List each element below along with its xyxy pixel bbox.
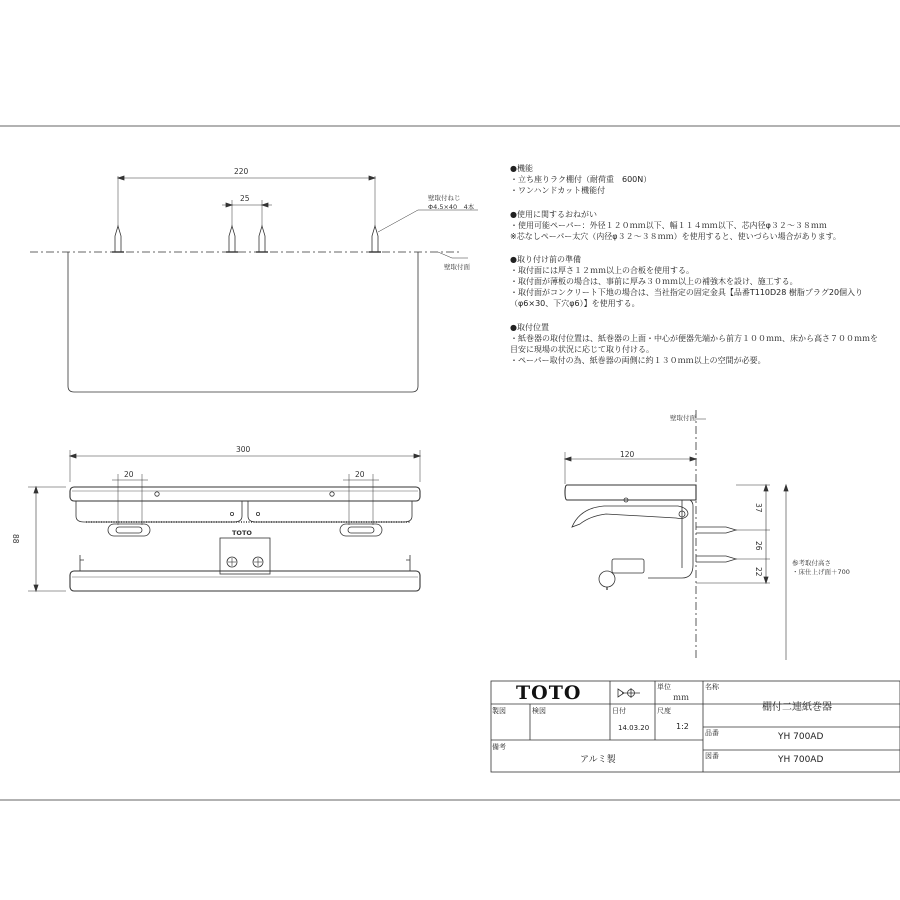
shelf-outline-top xyxy=(68,252,418,392)
part-no-value: YH 700AD xyxy=(778,732,824,742)
ref-height-value: ・床仕上げ面＋700 xyxy=(792,568,850,576)
notes-usage-line: ・使用可能ペーパー：外径１２０ｍｍ以下、幅１１４ｍｍ以下、芯内径φ３２～３８ｍｍ xyxy=(510,221,827,230)
notes-features-line: ・立ち座りラク棚付（耐荷重 600N） xyxy=(510,175,652,184)
notes-prep-line: ・取付面には厚さ１２ｍｍ以上の合板を使用する。 xyxy=(510,266,694,275)
date-label: 日付 xyxy=(612,707,626,715)
part-no-label: 品番 xyxy=(705,729,719,737)
notes-features-line: ・ワンハンドカット機能付 xyxy=(510,186,606,195)
dim-side-26: 26 xyxy=(754,541,763,551)
dim-front-width: 300 xyxy=(236,445,251,454)
drafter-label: 製図 xyxy=(492,707,506,715)
notes-prep-line: ・取付面が薄板の場合は、事前に厚み３０ｍｍ以上の補強木を設け、施工する。 xyxy=(510,277,798,286)
brand-logo: TOTO xyxy=(516,682,582,704)
notes-position-heading: ●取付位置 xyxy=(510,323,549,332)
dim-top-pitch: 25 xyxy=(240,194,250,203)
scale-value: 1:2 xyxy=(676,722,689,731)
notes-position-line: ・ペーパー取付の為、紙巻器の両側に約１３０ｍｍ以上の空間が必要。 xyxy=(510,356,766,365)
unit-value: ｍｍ xyxy=(673,693,689,702)
dim-front-slot-left: 20 xyxy=(124,470,134,479)
wall-screws-top xyxy=(112,226,381,252)
notes-position-line: 目安に現場の状況に応じて取り付ける。 xyxy=(510,345,654,354)
top-view xyxy=(30,176,478,392)
date-value: 14.03.20 xyxy=(618,724,650,732)
front-logo: TOTO xyxy=(232,529,252,537)
scale-label: 尺度 xyxy=(657,707,671,715)
notes-usage-line: ※芯なしペーパー太穴（内径φ３２～３８ｍｍ）を使用すると、使いづらい場合があります。 xyxy=(510,232,841,241)
unit-label: 単位 xyxy=(657,683,671,691)
name-value: 棚付二連紙巻器 xyxy=(762,702,832,713)
dim-side-22: 22 xyxy=(754,567,763,577)
name-label: 名称 xyxy=(705,683,719,691)
drawing-no-value: YH 700AD xyxy=(778,755,824,765)
remarks-value: アルミ製 xyxy=(580,755,616,765)
dim-side-37: 37 xyxy=(754,503,763,513)
dim-top-width: 220 xyxy=(234,167,249,176)
notes-features-heading: ●機能 xyxy=(510,164,533,173)
notes-position-line: ・紙巻器の取付位置は、紙巻器の上面・中心が便器先端から前方１００ｍｍ、床から高さ７００ｍｍを xyxy=(510,334,878,343)
notes-prep-line: ・取付面がコンクリート下地の場合は、当社指定の固定金具【品番T110D28 樹脂プラグ20個入り xyxy=(510,288,864,297)
notes-prep-line: （φ6×30、下穴φ6）】を使用する。 xyxy=(510,299,640,308)
screw-spec-title: 壁取付ねじ xyxy=(428,194,461,202)
notes-usage xyxy=(510,209,841,242)
wall-surface-label-side: 壁取付面 xyxy=(670,414,696,422)
drawing-no-label: 図番 xyxy=(705,752,719,760)
notes-position xyxy=(510,322,878,366)
remarks-label: 備考 xyxy=(492,743,506,751)
wall-surface-label-top: 壁取付面 xyxy=(444,263,470,271)
ref-height-title: 参考取付高さ xyxy=(792,559,831,567)
dim-front-height: 88 xyxy=(11,534,20,544)
dim-front-slot-right: 20 xyxy=(355,470,365,479)
notes-prep-heading: ●取り付け前の準備 xyxy=(510,255,581,264)
notes-features xyxy=(510,163,651,196)
notes-prep xyxy=(510,254,863,309)
dim-side-depth: 120 xyxy=(620,450,635,459)
screw-spec-value: Φ4.5×40 4本 xyxy=(428,203,475,211)
side-view xyxy=(565,410,788,660)
checker-label: 検図 xyxy=(532,707,546,715)
notes-usage-heading: ●使用に関するおねがい xyxy=(510,210,597,219)
